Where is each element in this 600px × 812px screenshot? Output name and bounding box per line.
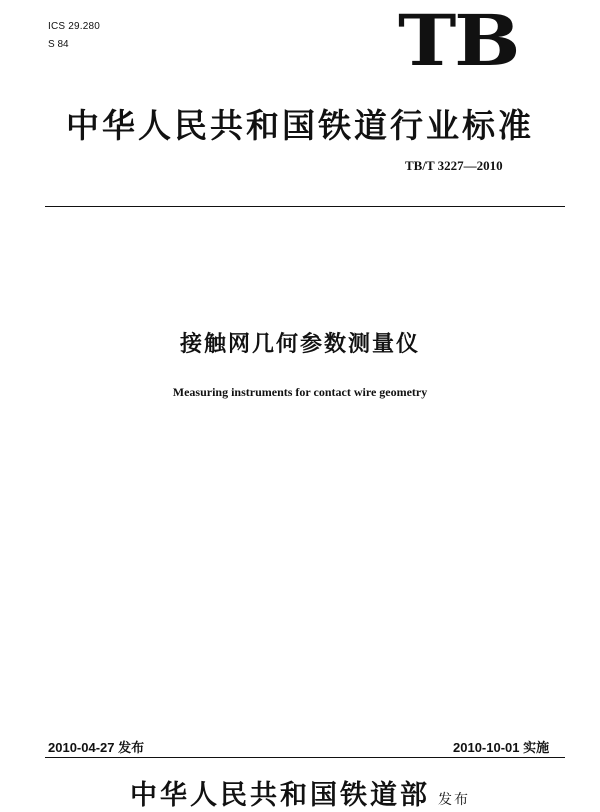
tb-logo: TB [398, 0, 519, 82]
document-title-en: Measuring instruments for contact wire geometry [172, 385, 428, 399]
publisher [0, 773, 600, 812]
ccs-code: S 84 [48, 39, 69, 50]
publisher-suffix: 发布 [438, 792, 470, 808]
issue-date: 2010-04-27 发布 [48, 740, 145, 755]
standard-category-title: 中华人民共和国铁道行业标准 [66, 106, 534, 145]
footer-divider [45, 757, 565, 758]
standard-number: TB/T 3227—2010 [405, 158, 503, 173]
ics-code: ICS 29.280 [48, 21, 101, 32]
publisher-name: 中华人民共和国铁道部 [130, 780, 430, 811]
document-title-cn: 接触网几何参数测量仪 [179, 332, 420, 357]
header-divider [45, 206, 565, 207]
implementation-date: 2010-10-01 实施 [453, 740, 550, 755]
